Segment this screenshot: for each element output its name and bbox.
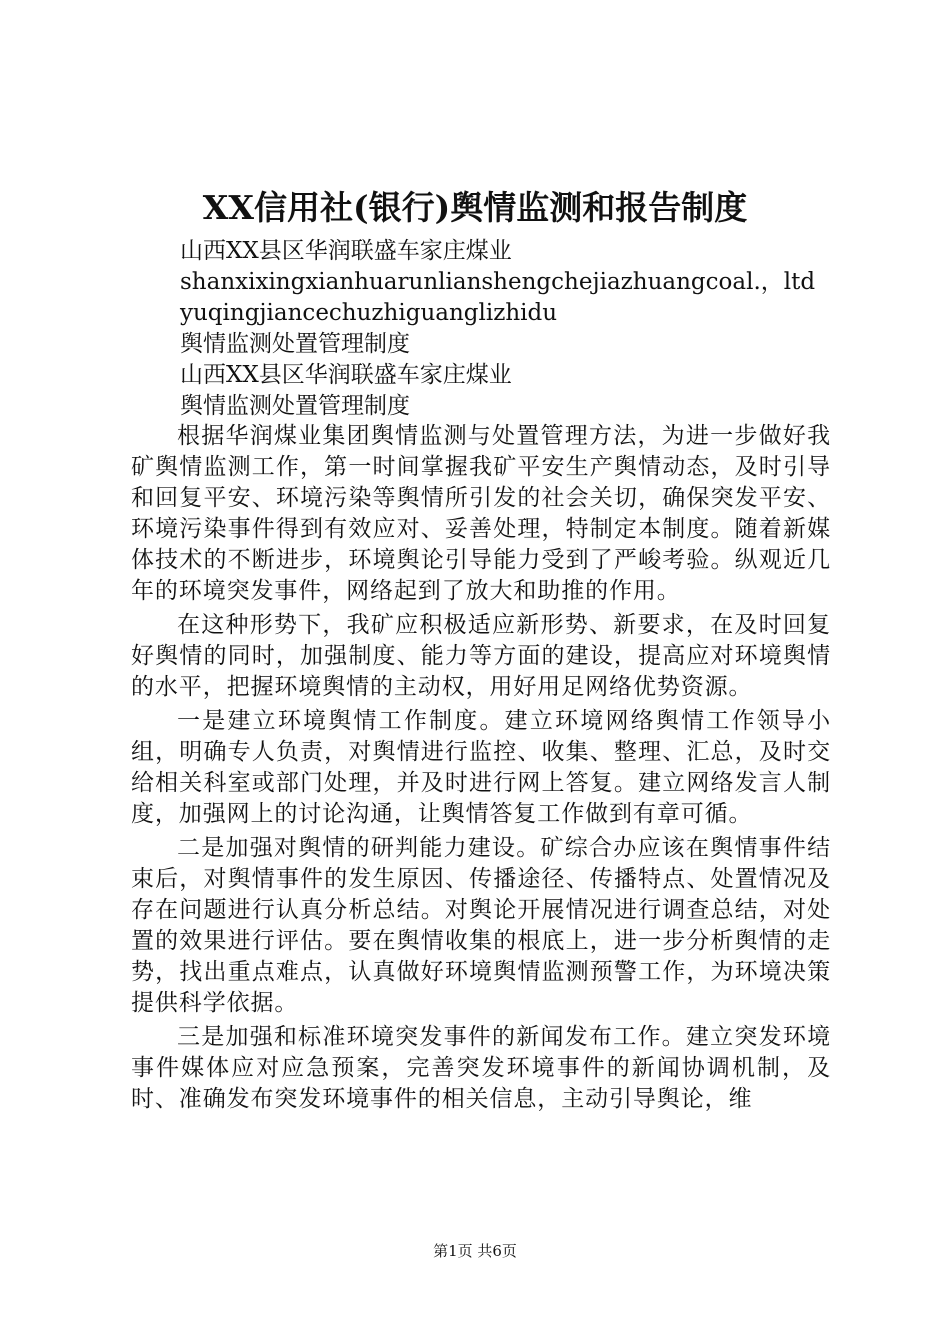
paragraph: 一是建立环境舆情工作制度。建立环境网络舆情工作领导小组，明确专人负责，对舆情进行监控、收集、整理、汇总，及时交给相关科室或部门处理，并及时进行网上答复。建立网络发言人制度，加强网上的讨论沟通，让舆情答复工作做到有章可循。 [131,708,831,827]
header-line: shanxixingxianhuarunlianshengchejiazhuangcoal.，ltd [180,269,816,295]
body-text [131,421,831,1118]
header-line: 山西XX县区华润联盛车家庄煤业 [180,362,512,388]
paragraph: 二是加强对舆情的研判能力建设。矿综合办应该在舆情事件结束后，对舆情事件的发生原因、传播途径、传播特点、处置情况及存在问题进行认真分析总结。对舆论开展情况进行调查总结，对处置的效果进行评估。要在舆情收集的根底上，进一步分析舆情的走势，找出重点难点，认真做好环境舆情监测预警工作，为环境决策提供科学依据。 [131,835,831,1016]
header-block [180,236,880,422]
header-line: yuqingjiancechuzhiguanglizhidu [180,300,558,326]
paragraph: 在这种形势下，我矿应积极适应新形势、新要求，在及时回复好舆情的同时，加强制度、能力等方面的建设，提高应对环境舆情的水平，把握环境舆情的主动权，用好用足网络优势资源。 [131,612,831,700]
header-line: 舆情监测处置管理制度 [180,393,410,419]
header-line: 山西XX县区华润联盛车家庄煤业 [180,238,512,264]
paragraph: 三是加强和标准环境突发事件的新闻发布工作。建立突发环境事件媒体应对应急预案，完善突发环境事件的新闻协调机制，及时、准确发布突发环境事件的相关信息，主动引导舆论，维 [131,1024,831,1112]
page-number-footer: 第1页 共6页 [433,1242,517,1260]
document-title: XX信用社(银行)舆情监测和报告制度 [202,188,748,227]
paragraph: 根据华润煤业集团舆情监测与处置管理方法，为进一步做好我矿舆情监测工作，第一时间掌握我矿平安生产舆情动态，及时引导和回复平安、环境污染等舆情所引发的社会关切，确保突发平安、环境污染事件得到有效应对、妥善处理，特制定本制度。随着新媒体技术的不断进步，环境舆论引导能力受到了严峻考验。纵观近几年的环境突发事件，网络起到了放大和助推的作用。 [131,423,831,604]
header-line: 舆情监测处置管理制度 [180,331,410,357]
